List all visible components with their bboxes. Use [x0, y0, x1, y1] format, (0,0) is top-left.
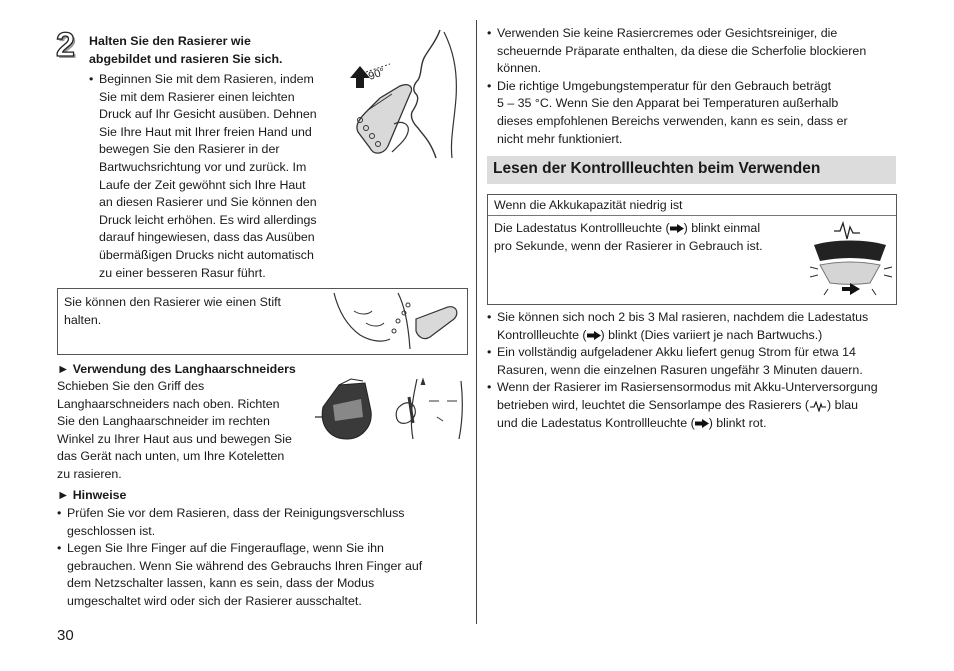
text-line: an diesen Rasierer und Sie können den [99, 195, 317, 210]
text-line: Laufe der Zeit gewöhnt sich Ihre Haut [99, 177, 306, 192]
pen-grip-illustration [324, 291, 466, 351]
status-text-part: ) blinkt einmal [683, 221, 761, 235]
note-item [487, 379, 907, 432]
text-line: zu einer besseren Rasur führt. [99, 265, 266, 280]
bottom-notes-list [487, 309, 907, 432]
shaver-display-illustration [808, 217, 894, 303]
column-divider [476, 20, 477, 624]
note-text-part: ) blinkt rot. [708, 415, 767, 430]
text-line: darauf hingewiesen, dass das Ausüben [99, 230, 315, 245]
note-line [497, 327, 907, 345]
status-box-line: pro Sekunde, wenn der Rasierer in Gebrauch ist. [494, 238, 763, 253]
note-item [487, 78, 907, 148]
step-instruction-lines [99, 71, 349, 282]
note-line: dem Netzschalter lassen, kann es sein, dass der Modus [67, 576, 375, 591]
note-line: • Sie können sich noch 2 bis 3 Mal rasieren, nachdem die Ladestatus [497, 310, 869, 324]
charge-arrow-icon [587, 331, 601, 340]
top-notes-list [487, 25, 907, 148]
note-line: • Prüfen Sie vor dem Rasieren, dass der Reinigungsverschluss [67, 506, 405, 520]
note-line: können. [497, 61, 542, 76]
note-line: • Wenn der Rasierer im Rasiersensormodus mit Akku-Unterversorgung [497, 380, 878, 395]
charge-arrow-icon [695, 419, 709, 428]
note-text-part: Kontrollleuchte ( [497, 327, 587, 342]
note-line [497, 415, 907, 433]
note-item [57, 540, 467, 610]
text-line: das Gerät nach unten, um Ihre Koteletten [57, 449, 285, 464]
page-number: 30 [57, 627, 74, 644]
note-line: • Die richtige Umgebungstemperatur für den Gebrauch beträgt [497, 78, 832, 93]
trimmer-heading: ► Verwendung des Langhaarschneiders [57, 362, 296, 376]
note-item [57, 505, 467, 540]
notes-heading: ► Hinweise [57, 488, 127, 502]
note-line: • Ein vollständig aufgeladener Akku liefert genug Strom für etwa 14 [497, 345, 856, 360]
notes-list [57, 505, 467, 611]
note-line: Rasuren, wenn die einzelnen Rasuren ungefähr 3 Minuten dauern. [497, 362, 863, 377]
text-line: Bartwuchsrichtung vor und zurück. Im [99, 159, 307, 174]
note-line: geschlossen ist. [67, 523, 156, 538]
status-box-line [494, 220, 794, 238]
note-line: • Verwenden Sie keine Rasiercremes oder Gesichtsreiniger, die [497, 26, 838, 40]
text-line: übermäßigen Drucks nicht automatisch [99, 247, 314, 262]
text-line: Schieben Sie den Griff des [57, 379, 205, 393]
step-instruction [89, 71, 349, 282]
tip-text-line: Sie können den Rasierer wie einen Stift [64, 295, 281, 309]
note-line: nicht mehr funktioniert. [497, 131, 623, 146]
text-line: Sie Ihre Haut mit Ihrer freien Hand und [99, 124, 312, 139]
text-line: Langhaarschneiders nach oben. Richten [57, 396, 280, 411]
sensor-wave-icon [809, 401, 827, 410]
charge-arrow-icon [670, 224, 684, 233]
note-text-part: betrieben wird, leuchtet die Sensorlampe des Rasierers ( [497, 397, 809, 412]
step-title-line: abgebildet und rasieren Sie sich. [89, 51, 283, 66]
note-line: gebrauchen. Wenn Sie während des Gebrauchs Ihren Finger auf [67, 558, 423, 573]
status-text-part: Die Ladestatus Kontrollleuchte ( [494, 221, 670, 235]
text-line: Druck leicht erhöhen. Es wird allerdings [99, 212, 317, 227]
trimmer-instructions [57, 378, 317, 484]
note-text-part: ) blinkt (Dies variiert je nach Bartwuchs.) [600, 327, 823, 342]
trimmer-illustration [313, 377, 467, 445]
note-line: 5 – 35 °C. Wenn Sie den Apparat bei Temperaturen außerhalb [497, 96, 839, 111]
step-title [89, 33, 283, 68]
pen-grip-drawing [324, 291, 466, 351]
text-line: Winkel zu Ihrer Haut aus und bewegen Sie [57, 431, 292, 446]
status-box-heading: Wenn die Akkukapazität niedrig ist [494, 198, 683, 212]
note-line: umgeschaltet wird oder sich der Rasierer ausschaltet. [67, 593, 362, 608]
shaver-display-drawing [808, 217, 894, 303]
text-line: zu rasieren. [57, 466, 122, 481]
text-line: Sie den Langhaarschneider im rechten [57, 414, 270, 429]
status-box-text [494, 220, 794, 255]
note-text-part: ) blau [827, 397, 858, 412]
note-item [487, 25, 907, 78]
note-item [487, 309, 907, 344]
angle-label: 90° [366, 65, 387, 83]
note-text-part: und die Ladestatus Kontrollleuchte ( [497, 415, 695, 430]
shaving-angle-drawing [340, 28, 468, 160]
trimmer-drawing [313, 377, 467, 445]
text-line: Druck auf Ihr Gesicht ausüben. Dehnen [99, 107, 317, 122]
step-number: 2 [56, 26, 75, 64]
tip-box [57, 288, 468, 355]
section-title: Lesen der Kontrollleuchten beim Verwenden [487, 156, 896, 184]
text-line: bewegen Sie den Rasierer in der [99, 142, 280, 157]
text-line: • Beginnen Sie mit dem Rasieren, indem [99, 72, 314, 86]
text-line: Sie mit dem Rasierer einen leichten [99, 89, 295, 104]
tip-text-line: halten. [64, 312, 102, 327]
shaving-angle-illustration [340, 28, 468, 160]
tip-text [64, 294, 281, 329]
note-item [487, 344, 907, 379]
note-line: scheuernde Präparate enthalten, da diese die Scherfolie blockieren [497, 43, 867, 58]
note-line: • Legen Sie Ihre Finger auf die Fingerauflage, wenn Sie ihn [67, 541, 384, 556]
status-box-divider [488, 215, 896, 216]
step-title-line: Halten Sie den Rasierer wie [89, 34, 251, 48]
note-line [497, 397, 907, 415]
status-box [487, 194, 897, 305]
note-line: dieses empfohlenen Bereichs verwenden, kann es sein, dass er [497, 113, 848, 128]
